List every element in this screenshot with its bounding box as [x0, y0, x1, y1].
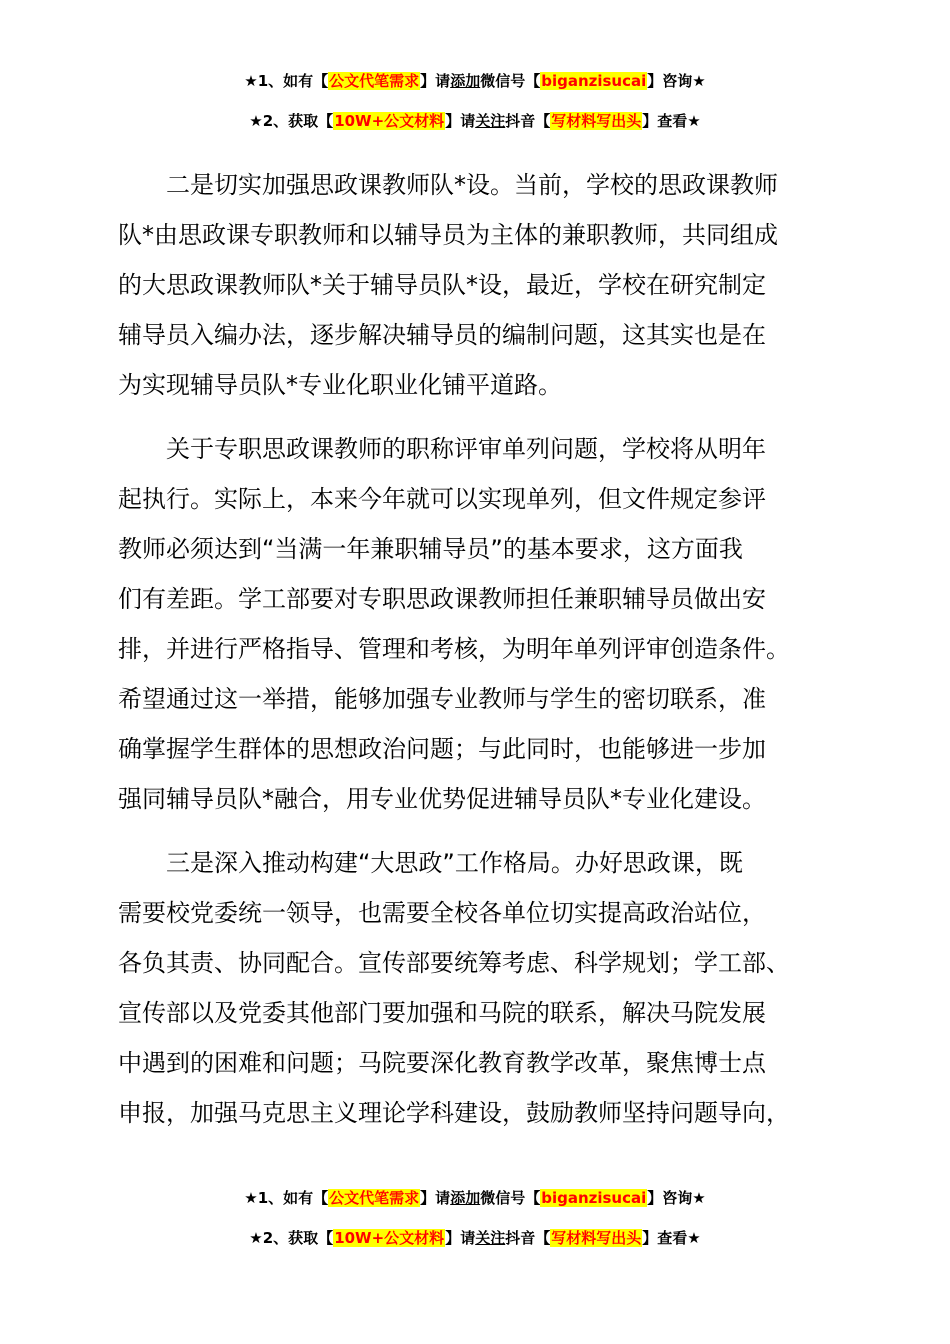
banner-text: 微信号【 — [480, 72, 541, 90]
text-line: 需要校党委统一领导，也需要全校各单位切实提高政治站位， — [118, 899, 766, 927]
header-banner — [0, 70, 950, 150]
text-line: 起执行。实际上，本来今年就可以实现单列，但文件规定参评 — [118, 485, 766, 513]
banner-highlight: 写材料写出头 — [551, 112, 642, 130]
text-line: 希望通过这一举措，能够加强专业教师与学生的密切联系，准 — [118, 685, 766, 713]
text-line: 三是深入推动构建“大思政”工作格局。办好思政课，既 — [166, 849, 743, 877]
banner-highlight: 公文代笔需求 — [329, 72, 420, 90]
document-body — [118, 160, 834, 1152]
banner-text: 】查看★ — [642, 1229, 701, 1247]
banner-highlight: 10W+公文材料 — [334, 112, 445, 130]
footer-banner-line-1 — [0, 1187, 950, 1209]
header-banner-line-2 — [0, 110, 950, 132]
paragraph — [118, 838, 834, 1138]
banner-text: 微信号【 — [480, 1189, 541, 1207]
text-line: 们有差距。学工部要对专职思政课教师担任兼职辅导员做出安 — [118, 585, 766, 613]
text-line: 各负其责、协同配合。宣传部要统筹考虑、科学规划；学工部、 — [118, 949, 790, 977]
banner-text: 】请 — [445, 112, 476, 130]
banner-highlight: 公文代笔需求 — [329, 1189, 420, 1207]
banner-text: ★2、获取【 — [249, 1229, 334, 1247]
banner-underlined: 关注 — [475, 1229, 506, 1247]
footer-banner — [0, 1187, 950, 1267]
banner-text: 】请 — [445, 1229, 476, 1247]
text-line: 强同辅导员队*融合，用专业优势促进辅导员队*专业化建设。 — [118, 785, 766, 813]
text-line: 中遇到的困难和问题；马院要深化教育教学改革，聚焦博士点 — [118, 1049, 766, 1077]
banner-text: 】请 — [420, 72, 451, 90]
banner-text: 抖音【 — [505, 1229, 551, 1247]
banner-highlight: biganzisucai — [541, 72, 647, 90]
paragraph — [118, 424, 834, 824]
banner-text: 】咨询★ — [647, 1189, 706, 1207]
banner-text: 】请 — [420, 1189, 451, 1207]
text-line: 宣传部以及党委其他部门要加强和马院的联系，解决马院发展 — [118, 999, 766, 1027]
text-line: 的大思政课教师队*关于辅导员队*设，最近，学校在研究制定 — [118, 271, 766, 299]
banner-text: 】查看★ — [642, 112, 701, 130]
banner-highlight: 写材料写出头 — [551, 1229, 642, 1247]
banner-underlined: 关注 — [475, 112, 506, 130]
text-line: 排，并进行严格指导、管理和考核，为明年单列评审创造条件。 — [118, 635, 790, 663]
banner-text: 】咨询★ — [647, 72, 706, 90]
text-line: 辅导员入编办法，逐步解决辅导员的编制问题，这其实也是在 — [118, 321, 766, 349]
paragraph — [118, 160, 834, 410]
text-line: 为实现辅导员队*专业化职业化铺平道路。 — [118, 371, 562, 399]
text-line: 关于专职思政课教师的职称评审单列问题，学校将从明年 — [166, 435, 766, 463]
banner-underlined: 添加 — [450, 72, 481, 90]
banner-text: ★1、如有【 — [244, 72, 329, 90]
text-line: 申报，加强马克思主义理论学科建设，鼓励教师坚持问题导向， — [118, 1099, 790, 1127]
text-line: 二是切实加强思政课教师队*设。当前，学校的思政课教师 — [166, 171, 778, 199]
header-banner-line-1 — [0, 70, 950, 92]
banner-highlight: biganzisucai — [541, 1189, 647, 1207]
banner-text: ★1、如有【 — [244, 1189, 329, 1207]
banner-text: ★2、获取【 — [249, 112, 334, 130]
banner-underlined: 添加 — [450, 1189, 481, 1207]
text-line: 确掌握学生群体的思想政治问题；与此同时，也能够进一步加 — [118, 735, 766, 763]
text-line: 教师必须达到“当满一年兼职辅导员”的基本要求，这方面我 — [118, 535, 743, 563]
text-line: 队*由思政课专职教师和以辅导员为主体的兼职教师，共同组成 — [118, 221, 778, 249]
banner-highlight: 10W+公文材料 — [334, 1229, 445, 1247]
banner-text: 抖音【 — [505, 112, 551, 130]
footer-banner-line-2 — [0, 1227, 950, 1249]
